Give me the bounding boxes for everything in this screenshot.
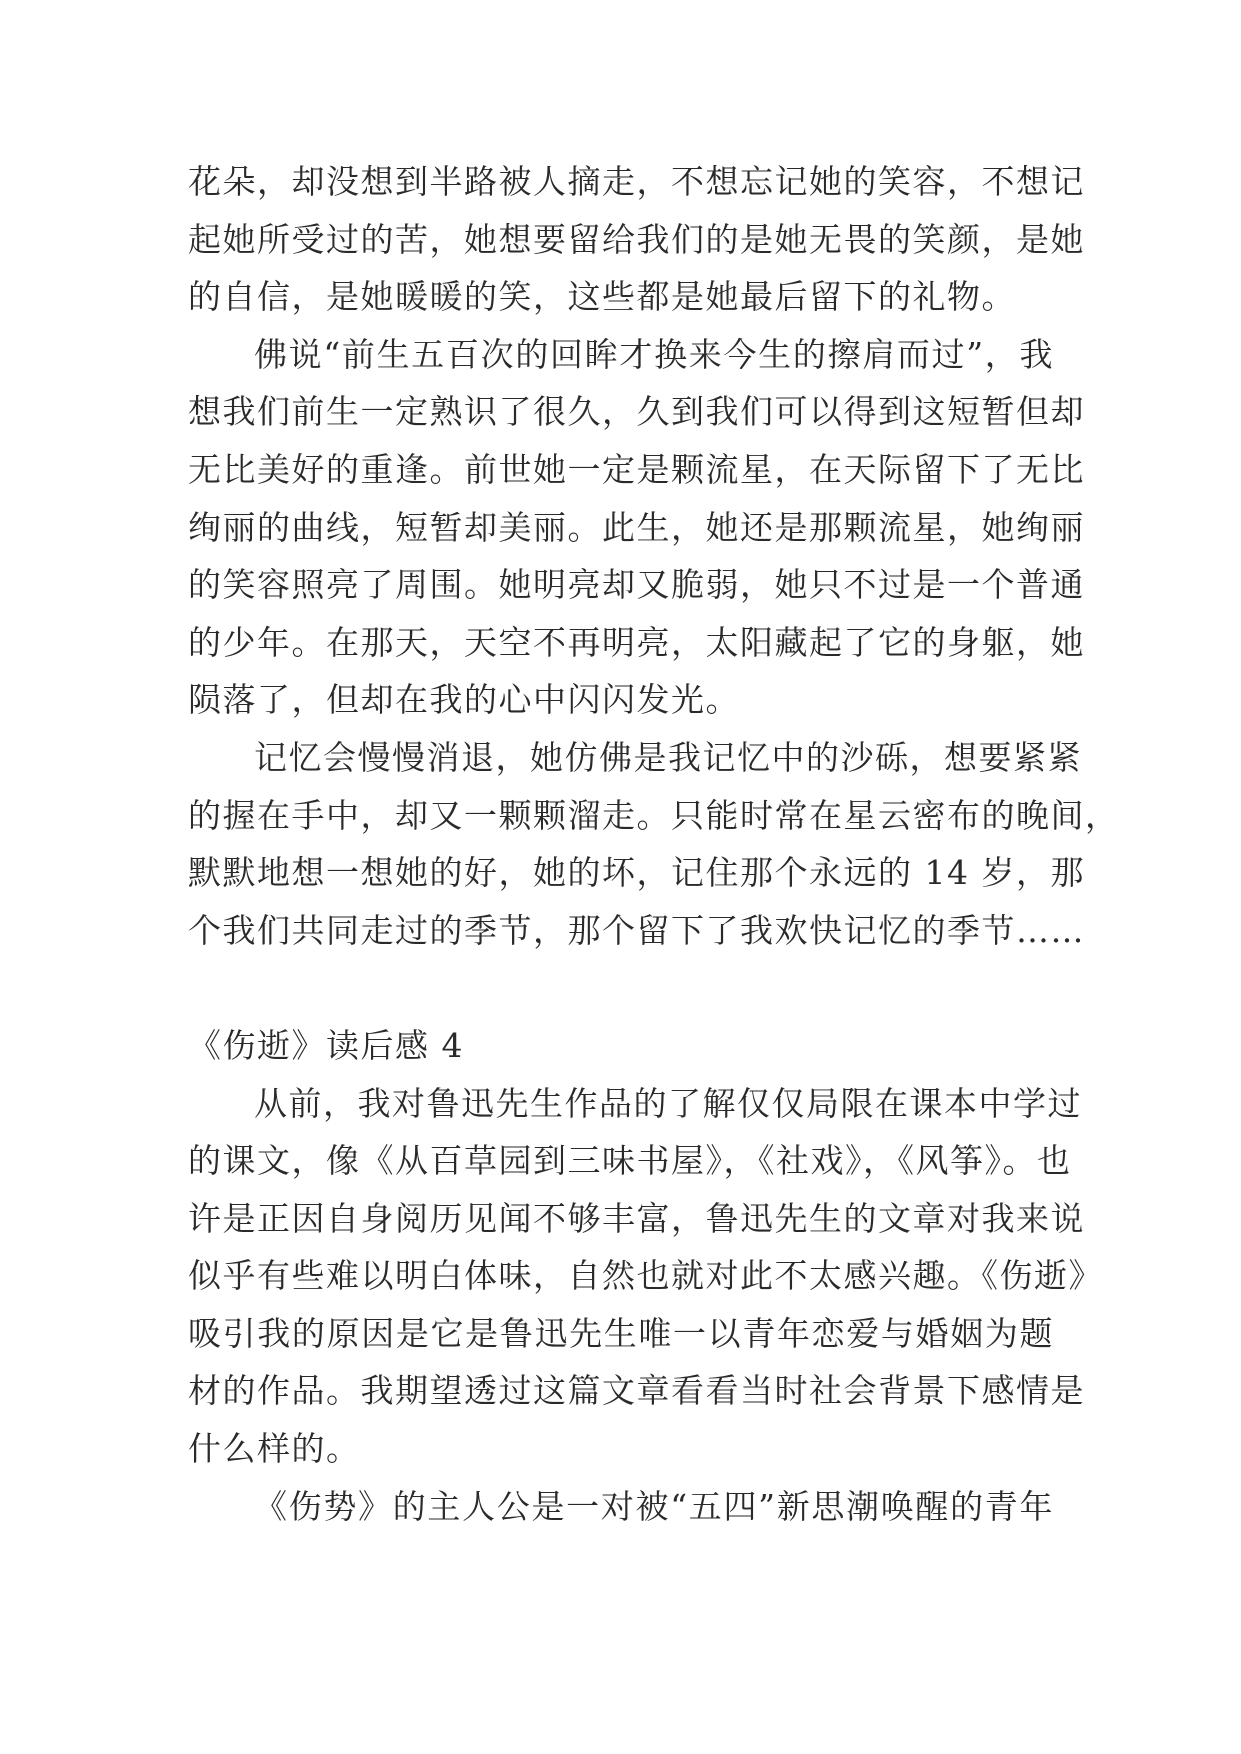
text-line: 佛说“前生五百次的回眸才换来今生的擦肩而过”，我 xyxy=(254,334,1054,374)
text-line: 的少年。在那天，天空不再明亮，太阳藏起了它的身躯，她 xyxy=(188,622,1085,662)
text-line: 花朵，却没想到半路被人摘走，不想忘记她的笑容，不想记 xyxy=(188,162,1085,201)
text-line: 材的作品。我期望透过这篇文章看看当时社会背景下感情是 xyxy=(188,1371,1085,1411)
text-line: 吸引我的原因是它是鲁迅先生唯一以青年恋爱与婚姻为题 xyxy=(188,1313,1054,1353)
text-line: 无比美好的重逢。前世她一定是颗流星，在天际留下了无比 xyxy=(188,449,1085,489)
text-line: 个我们共同走过的季节，那个留下了我欢快记忆的季节…… xyxy=(188,910,1085,950)
section-heading: 《伤逝》读后感 4 xyxy=(188,1025,464,1065)
section-gap xyxy=(188,959,1054,1017)
text-line: 的笑容照亮了周围。她明亮却又脆弱，她只不过是一个普通 xyxy=(188,565,1085,605)
text-line: 的课文，像《从百草园到三味书屋》，《社戏》，《风筝》。也 xyxy=(188,1141,1072,1181)
text-line: 似乎有些难以明白体味，自然也就对此不太感兴趣。《伤逝》 xyxy=(188,1256,1103,1296)
text-line: 的自信，是她暖暖的笑，这些都是她最后留下的礼物。 xyxy=(188,277,1016,317)
text-line: 陨落了，但却在我的心中闪闪发光。 xyxy=(188,680,740,720)
text-line: 想我们前生一定熟识了很久，久到我们可以得到这短暂但却 xyxy=(188,392,1085,432)
document-body xyxy=(188,153,1120,1535)
text-line: 起她所受过的苦，她想要留给我们的是她无畏的笑颜，是她 xyxy=(188,219,1085,259)
text-line: 默默地想一想她的好，她的坏，记住那个永远的 14 岁，那 xyxy=(188,853,1085,893)
text-line: 从前，我对鲁迅先生作品的了解仅仅局限在课本中学过 xyxy=(254,1083,1082,1123)
text-line: 绚丽的曲线，短暂却美丽。此生，她还是那颗流星，她绚丽 xyxy=(188,507,1085,547)
text-line: 什么样的。 xyxy=(188,1429,361,1469)
text-line: 记忆会慢慢消退，她仿佛是我记忆中的沙砾，想要紧紧 xyxy=(254,737,1082,777)
text-line: 《伤势》的主人公是一对被“五四”新思潮唤醒的青年 xyxy=(254,1486,1054,1526)
text-line: 的握在手中，却又一颗颗溜走。只能时常在星云密布的晚间， xyxy=(188,795,1120,835)
text-line: 许是正因自身阅历见闻不够丰富，鲁迅先生的文章对我来说 xyxy=(188,1198,1085,1238)
